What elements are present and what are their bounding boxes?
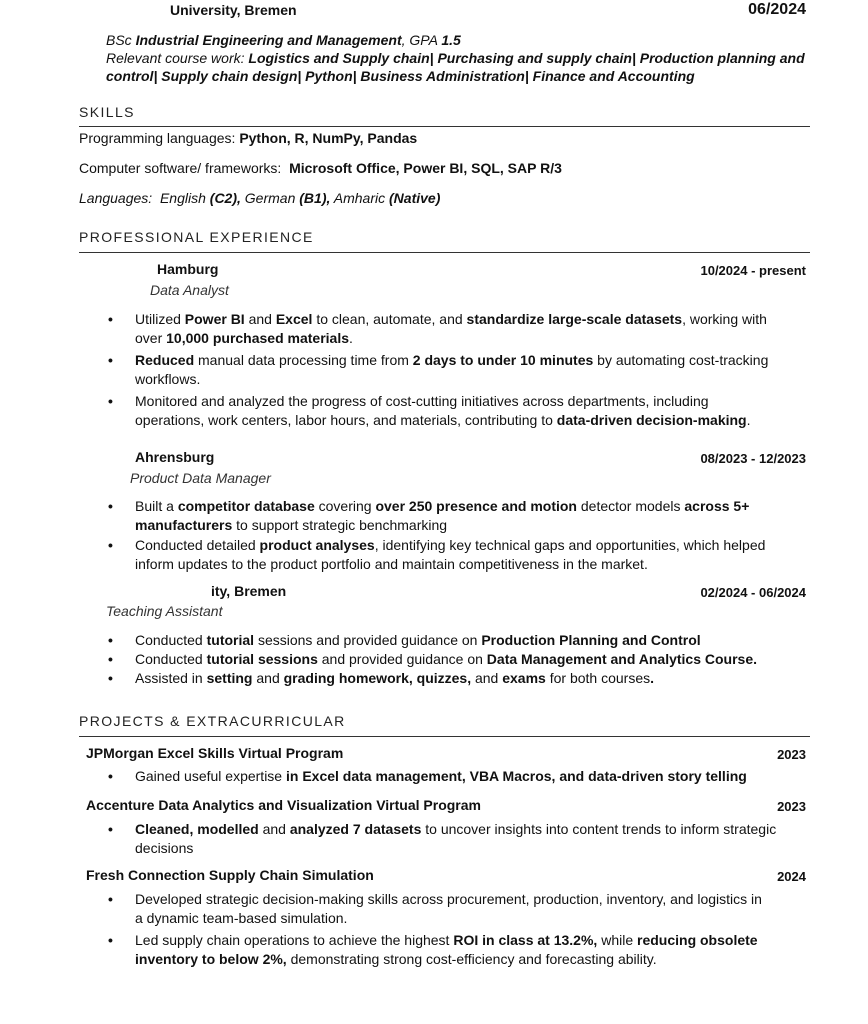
programming-languages: Programming languages: Python, R, NumPy, Pandas xyxy=(79,130,418,146)
job1-org: Hamburg xyxy=(157,261,219,277)
job1-role: Data Analyst xyxy=(150,282,229,298)
project2-year: 2023 xyxy=(777,799,806,814)
job3-role: Teaching Assistant xyxy=(106,603,223,619)
skills-heading: SKILLS xyxy=(79,104,135,120)
list-item: • Cleaned, modelled and analyzed 7 datasets to uncover insights into content trends to inform strategic decisions xyxy=(135,820,815,858)
education-degree-line: BSc Industrial Engineering and Management, GPA 1.5 xyxy=(106,32,461,48)
education-institution: University, Bremen xyxy=(170,2,297,18)
list-item: • Conducted tutorial sessions and provided guidance on Production Planning and Control xyxy=(135,631,815,650)
list-item: • Monitored and analyzed the progress of cost-cutting initiatives across departments, including operations, work centers, labor hours, and materials, contributing to data-driven decision-making. xyxy=(135,392,815,430)
list-item: • Reduced manual data processing time from 2 days to under 10 minutes by automating cost-tracking workflows. xyxy=(135,351,815,389)
project3-year: 2024 xyxy=(777,869,806,884)
list-item: • Developed strategic decision-making skills across procurement, production, inventory, and logistics in a dynamic team-based simulation. xyxy=(135,890,815,928)
list-item: • Gained useful expertise in Excel data management, VBA Macros, and data-driven story telling xyxy=(135,767,815,786)
coursework-line-2: control| Supply chain design| Python| Business Administration| Finance and Accounting xyxy=(106,68,695,84)
list-item: • Assisted in setting and grading homework, quizzes, and exams for both courses. xyxy=(135,669,815,688)
skills-divider xyxy=(79,126,810,127)
project3-bullets xyxy=(135,890,815,969)
job1-date: 10/2024 - present xyxy=(700,263,806,278)
list-item: • Built a competitor database covering over 250 presence and motion detector models across 5+ manufacturers to support strategic benchmarking xyxy=(135,497,815,535)
project1-year: 2023 xyxy=(777,747,806,762)
job1-bullets xyxy=(135,310,815,430)
list-item: • Conducted detailed product analyses, identifying key technical gaps and opportunities, which helped inform updates to the product portfolio and maintain competitiveness in the market. xyxy=(135,536,815,574)
project2-title: Accenture Data Analytics and Visualization Virtual Program xyxy=(86,797,481,813)
project1-bullets xyxy=(135,767,815,786)
degree-name: Industrial Engineering and Management xyxy=(135,32,402,48)
education-date: 06/2024 xyxy=(748,1,806,18)
job3-date: 02/2024 - 06/2024 xyxy=(700,585,806,600)
project3-title: Fresh Connection Supply Chain Simulation xyxy=(86,867,374,883)
job2-bullets xyxy=(135,497,815,574)
list-item: • Led supply chain operations to achieve the highest ROI in class at 13.2%, while reducing obsolete inventory to below 2%, demonstrating strong cost-efficiency and forecasting ability. xyxy=(135,931,815,969)
project1-title: JPMorgan Excel Skills Virtual Program xyxy=(86,745,344,761)
experience-heading: PROFESSIONAL EXPERIENCE xyxy=(79,229,314,245)
job2-date: 08/2023 - 12/2023 xyxy=(700,451,806,466)
coursework-line-1: Relevant course work: Logistics and Supply chain| Purchasing and supply chain| Production planning and xyxy=(106,50,805,66)
project2-bullets xyxy=(135,820,815,858)
computer-software: Computer software/ frameworks: Microsoft Office, Power BI, SQL, SAP R/3 xyxy=(79,160,562,176)
job2-role: Product Data Manager xyxy=(130,470,271,486)
projects-heading: PROJECTS & EXTRACURRICULAR xyxy=(79,713,346,729)
experience-divider xyxy=(79,252,810,253)
list-item: • Utilized Power BI and Excel to clean, automate, and standardize large-scale datasets, working with over 10,000 purchased materials. xyxy=(135,310,815,348)
gpa-value: 1.5 xyxy=(441,32,461,48)
job2-org: Ahrensburg xyxy=(135,449,215,465)
list-item: • Conducted tutorial sessions and provided guidance on Data Management and Analytics Course. xyxy=(135,650,815,669)
projects-divider xyxy=(79,736,810,737)
job3-org: ity, Bremen xyxy=(211,583,287,599)
job3-bullets xyxy=(135,631,815,688)
languages: Languages: English (C2), German (B1), Amharic (Native) xyxy=(79,190,441,206)
